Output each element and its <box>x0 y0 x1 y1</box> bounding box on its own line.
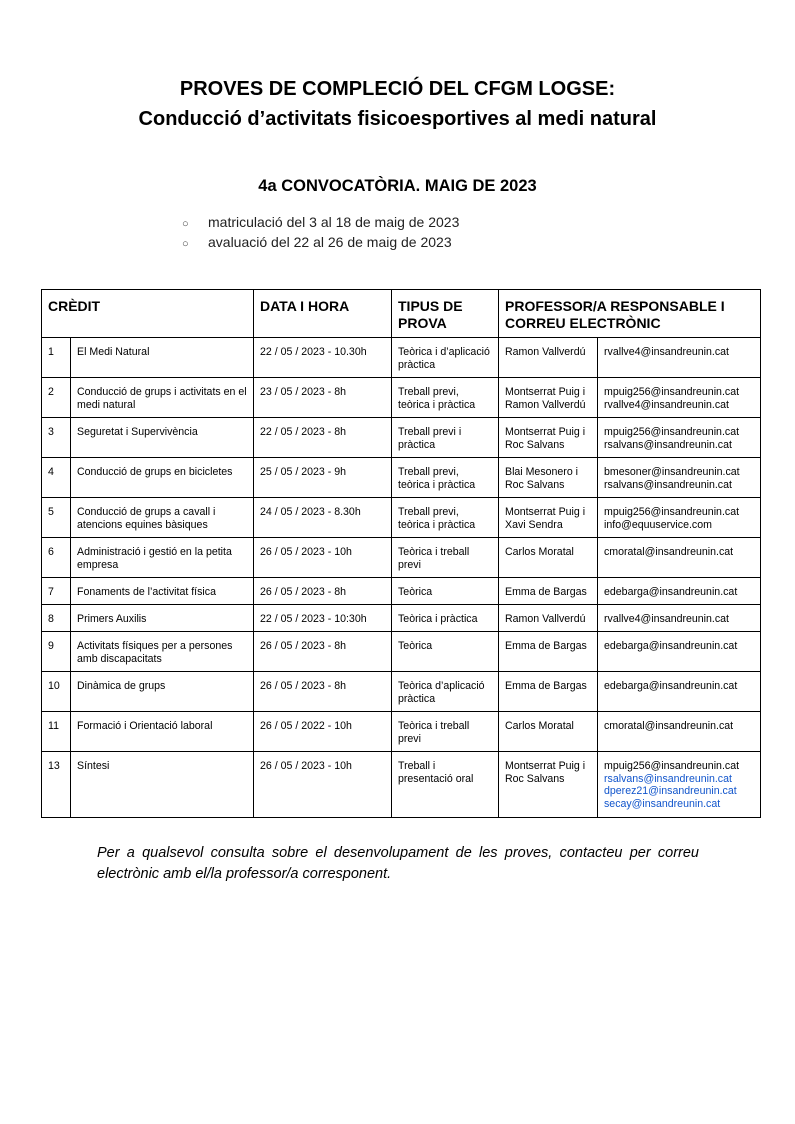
exam-date: 26 / 05 / 2023 - 8h <box>254 632 392 672</box>
teacher-name: Ramon Vallverdú <box>499 338 598 378</box>
teacher-name: Blai Mesonero i Roc Salvans <box>499 458 598 498</box>
document-subtitle: Conducció d’activitats fisicoesportives al medi natural <box>138 108 657 130</box>
circle-bullet-icon: ○ <box>182 238 189 250</box>
teacher-emails <box>598 632 761 672</box>
email-address: info@equuservice.com <box>604 518 712 531</box>
exam-date: 26 / 05 / 2023 - 10h <box>254 752 392 818</box>
table-row <box>42 752 761 818</box>
exam-date: 26 / 05 / 2023 - 8h <box>254 672 392 712</box>
teacher-emails <box>598 378 761 418</box>
convocatoria-heading: 4a CONVOCATÒRIA. MAIG DE 2023 <box>258 177 537 195</box>
email-address: mpuig256@insandreunin.cat <box>604 506 740 518</box>
credit-name: Conducció de grups i activitats en el medi natural <box>71 378 254 418</box>
email-address: rsalvans@insandreunin.cat <box>604 478 732 491</box>
credit-number: 9 <box>42 632 71 672</box>
table-row <box>42 338 761 378</box>
credit-name: Primers Auxilis <box>71 605 254 632</box>
credit-number: 3 <box>42 418 71 458</box>
teacher-emails <box>598 752 761 818</box>
table-row <box>42 418 761 458</box>
credit-name: Administració i gestió en la petita empresa <box>71 538 254 578</box>
email-address: rsalvans@insandreunin.cat <box>604 438 732 451</box>
exam-type: Teòrica <box>392 632 499 672</box>
credit-number: 13 <box>42 752 71 818</box>
email-address: bmesoner@insandreunin.cat <box>604 466 740 478</box>
exam-date: 26 / 05 / 2022 - 10h <box>254 712 392 752</box>
exam-type: Treball previ i pràctica <box>392 418 499 458</box>
bullet-list <box>182 212 459 252</box>
teacher-emails <box>598 672 761 712</box>
exam-type: Teòrica i treball previ <box>392 538 499 578</box>
header-type: TIPUS DE PROVA <box>392 290 499 338</box>
exam-date: 26 / 05 / 2023 - 10h <box>254 538 392 578</box>
exam-type: Treball previ, teòrica i pràctica <box>392 498 499 538</box>
exam-date: 22 / 05 / 2023 - 10.30h <box>254 338 392 378</box>
teacher-name: Montserrat Puig i Roc Salvans <box>499 418 598 458</box>
table-row <box>42 538 761 578</box>
email-address[interactable]: rsalvans@insandreunin.cat <box>604 772 732 785</box>
email-address: edebarga@insandreunin.cat <box>604 640 738 652</box>
email-address: edebarga@insandreunin.cat <box>604 680 738 692</box>
teacher-emails <box>598 712 761 752</box>
credit-name: Conducció de grups en bicicletes <box>71 458 254 498</box>
email-address: cmoratal@insandreunin.cat <box>604 546 734 558</box>
teacher-emails <box>598 538 761 578</box>
credit-number: 5 <box>42 498 71 538</box>
credit-name: El Medi Natural <box>71 338 254 378</box>
credit-number: 11 <box>42 712 71 752</box>
teacher-name: Montserrat Puig i Ramon Vallverdú <box>499 378 598 418</box>
teacher-name: Ramon Vallverdú <box>499 605 598 632</box>
teacher-emails <box>598 418 761 458</box>
email-address: cmoratal@insandreunin.cat <box>604 720 734 732</box>
exam-type: Teòrica d’aplicació pràctica <box>392 672 499 712</box>
table-header-row <box>42 290 761 338</box>
teacher-name: Montserrat Puig i Roc Salvans <box>499 752 598 818</box>
header-teacher: PROFESSOR/A RESPONSABLE I CORREU ELECTRÒNIC <box>499 290 761 338</box>
exam-date: 25 / 05 / 2023 - 9h <box>254 458 392 498</box>
teacher-emails <box>598 578 761 605</box>
teacher-name: Emma de Bargas <box>499 672 598 712</box>
credit-name: Dinàmica de grups <box>71 672 254 712</box>
table-body <box>42 338 761 818</box>
credit-name: Fonaments de l’activitat física <box>71 578 254 605</box>
teacher-emails <box>598 498 761 538</box>
table-row <box>42 712 761 752</box>
teacher-name: Emma de Bargas <box>499 578 598 605</box>
credit-name: Formació i Orientació laboral <box>71 712 254 752</box>
credit-number: 8 <box>42 605 71 632</box>
teacher-name: Montserrat Puig i Xavi Sendra <box>499 498 598 538</box>
table-row <box>42 498 761 538</box>
email-address: mpuig256@insandreunin.cat <box>604 426 740 438</box>
email-address: mpuig256@insandreunin.cat <box>604 386 740 398</box>
email-address[interactable]: dperez21@insandreunin.cat <box>604 785 737 798</box>
credit-number: 1 <box>42 338 71 378</box>
exam-type: Teòrica <box>392 578 499 605</box>
table-row <box>42 605 761 632</box>
credit-name: Seguretat i Supervivència <box>71 418 254 458</box>
document-title: PROVES DE COMPLECIÓ DEL CFGM LOGSE: <box>179 78 616 100</box>
teacher-emails <box>598 605 761 632</box>
credit-name: Conducció de grups a cavall i atencions equines bàsiques <box>71 498 254 538</box>
email-address[interactable]: secay@insandreunin.cat <box>604 797 721 810</box>
teacher-name: Carlos Moratal <box>499 712 598 752</box>
contact-note: Per a qualsevol consulta sobre el desenvolupament de les proves, contacteu per correu electrònic amb el/la professor/a corresponent. <box>97 845 699 882</box>
exam-date: 22 / 05 / 2023 - 10:30h <box>254 605 392 632</box>
credit-name: Síntesi <box>71 752 254 818</box>
teacher-name: Emma de Bargas <box>499 632 598 672</box>
teacher-emails <box>598 338 761 378</box>
list-item <box>182 212 459 232</box>
header-credit: CRÈDIT <box>42 290 254 338</box>
table-row <box>42 578 761 605</box>
circle-bullet-icon: ○ <box>182 218 189 230</box>
credit-number: 2 <box>42 378 71 418</box>
list-item <box>182 232 459 252</box>
exam-date: 24 / 05 / 2023 - 8.30h <box>254 498 392 538</box>
credit-number: 4 <box>42 458 71 498</box>
exam-type: Treball previ, teòrica i pràctica <box>392 378 499 418</box>
exam-date: 23 / 05 / 2023 - 8h <box>254 378 392 418</box>
header-date: DATA I HORA <box>254 290 392 338</box>
exam-date: 26 / 05 / 2023 - 8h <box>254 578 392 605</box>
exam-type: Teòrica i treball previ <box>392 712 499 752</box>
email-address: rvallve4@insandreunin.cat <box>604 613 729 625</box>
exam-type: Treball previ, teòrica i pràctica <box>392 458 499 498</box>
exam-type: Teòrica i pràctica <box>392 605 499 632</box>
email-address: mpuig256@insandreunin.cat <box>604 760 740 772</box>
exam-type: Treball i presentació oral <box>392 752 499 818</box>
table-row <box>42 458 761 498</box>
table-row <box>42 632 761 672</box>
table-row <box>42 672 761 712</box>
credit-number: 10 <box>42 672 71 712</box>
list-item-text: avaluació del 22 al 26 de maig de 2023 <box>208 234 452 250</box>
credit-name: Activitats físiques per a persones amb discapacitats <box>71 632 254 672</box>
email-address: edebarga@insandreunin.cat <box>604 586 738 598</box>
exam-type: Teòrica i d’aplicació pràctica <box>392 338 499 378</box>
email-address: rvallve4@insandreunin.cat <box>604 398 729 411</box>
credit-number: 6 <box>42 538 71 578</box>
email-address: rvallve4@insandreunin.cat <box>604 346 729 358</box>
credits-table <box>41 289 761 818</box>
credit-number: 7 <box>42 578 71 605</box>
exam-date: 22 / 05 / 2023 - 8h <box>254 418 392 458</box>
table-row <box>42 378 761 418</box>
list-item-text: matriculació del 3 al 18 de maig de 2023 <box>208 214 460 230</box>
teacher-name: Carlos Moratal <box>499 538 598 578</box>
teacher-emails <box>598 458 761 498</box>
